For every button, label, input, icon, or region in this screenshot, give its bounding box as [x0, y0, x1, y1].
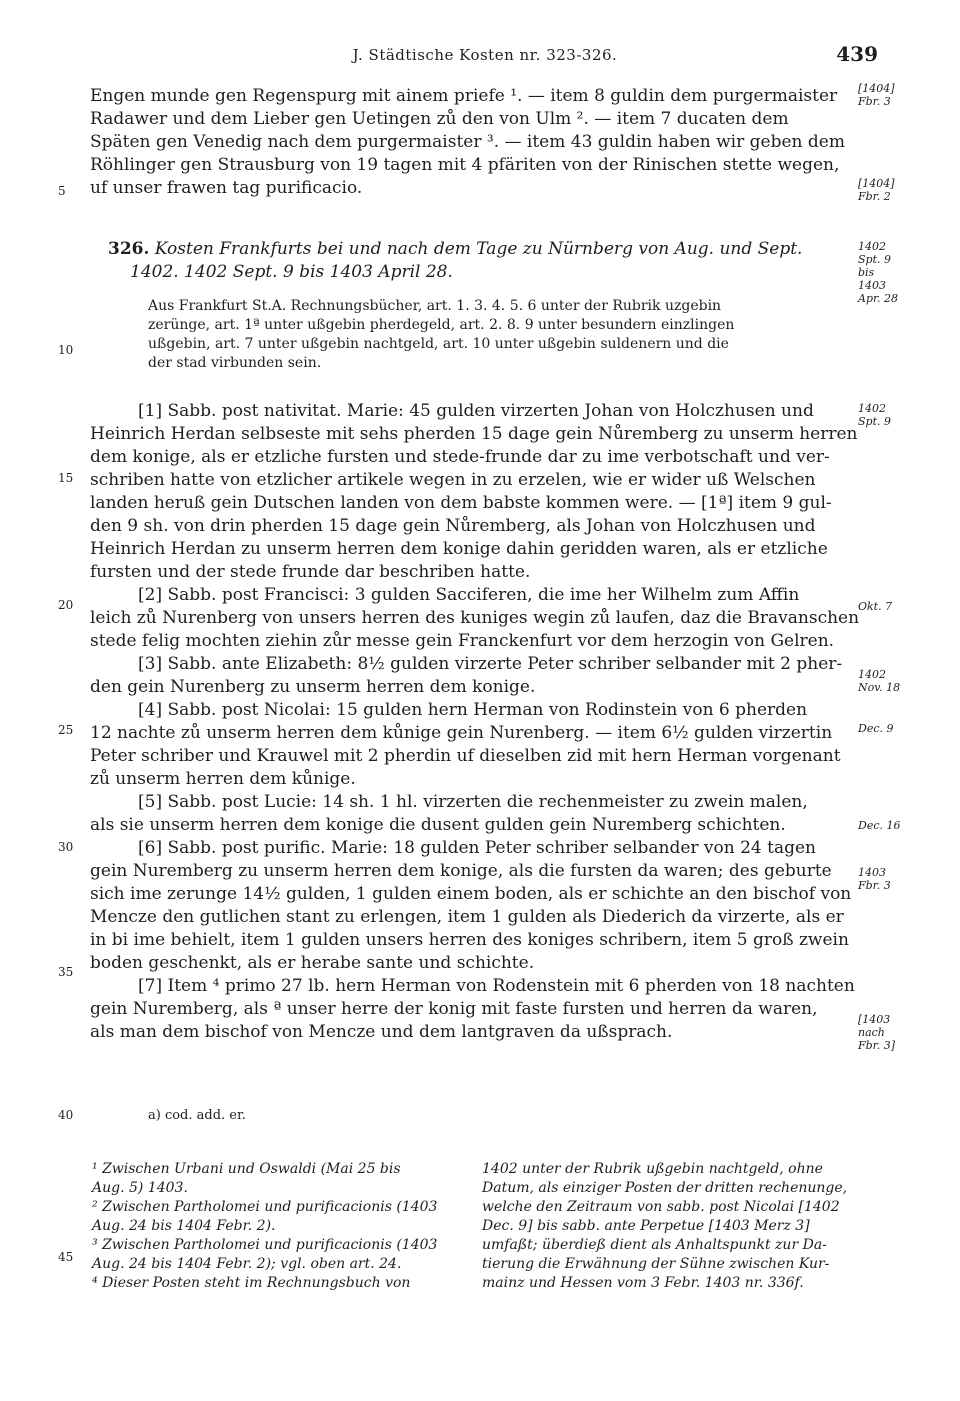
footnote-line: Datum, als einziger Posten der dritten rechenunge,	[482, 1180, 848, 1196]
line-number: 5	[58, 184, 66, 198]
text-line: in bi ime behielt, item 1 gulden unsers herren des koniges schribern, item 5 groß zwein	[90, 930, 849, 950]
text-line: [3] Sabb. ante Elizabeth: 8½ gulden virzerte Peter schriber selbander mit 2 pher-	[138, 654, 843, 674]
margin-date: [1403 nach Fbr. 3]	[858, 1013, 896, 1052]
running-title: J. Städtische Kosten nr. 323-326.	[352, 46, 618, 64]
text-line: landen heruß gein Dutschen landen von dem babste kommen were. — [1ª] item 9 gul-	[90, 493, 832, 513]
text-line: [7] Item ⁴ primo 27 lb. hern Herman von Rodenstein mit 6 pherden von 18 nachten	[138, 976, 855, 996]
margin-date: 1402 Spt. 9	[858, 402, 891, 428]
footnotes-right-column	[482, 1160, 852, 1293]
footnote-line: Aug. 24 bis 1404 Febr. 2).	[92, 1218, 276, 1234]
text-line: schriben hatte von etzlicher artikele wegen in zu erzelen, wie er wider uß Welschen	[90, 470, 816, 490]
page-number: 439	[836, 42, 878, 66]
text-line: den gein Nurenberg zu unserm herren dem konige.	[90, 677, 536, 697]
section-title-line-2: 1402. 1402 Sept. 9 bis 1403 April 28.	[130, 262, 453, 282]
margin-date: 1403 Fbr. 3	[858, 866, 891, 892]
intro-text	[90, 85, 850, 200]
text-line: 12 nachte zů unserm herren dem kůnige gein Nurenberg. — item 6½ gulden virzertin	[90, 723, 833, 743]
footnote-line: 1402 unter der Rubrik ußgebin nachtgeld, ohne	[482, 1161, 823, 1177]
text-line: Späten gen Venedig nach dem purgermaister ³. — item 43 guldin haben wir geben dem	[90, 132, 845, 152]
text-line: Peter schriber und Krauwel mit 2 pherdin uf dieselben zid mit hern Herman vorgenant	[90, 746, 841, 766]
text-line: leich zů Nurenberg von unsers herren des kuniges wegin zů laufen, daz die Bravanschen	[90, 608, 860, 628]
text-line: zů unserm herren dem kůnige.	[90, 769, 356, 789]
margin-date: [1404] Fbr. 2	[858, 177, 895, 203]
text-line: Radawer und dem Lieber gen Uetingen zů den von Ulm ². — item 7 ducaten dem	[90, 109, 789, 129]
footnote-line: tierung die Erwähnung der Sühne zwischen Kur-	[482, 1256, 830, 1272]
line-number: 40	[58, 1108, 74, 1122]
footnote-line: Dec. 9] bis sabb. ante Perpetue [1403 Merz 3]	[482, 1218, 810, 1234]
section-number: 326.	[108, 239, 150, 259]
text-line: boden geschenkt, als er herabe sante und schichte.	[90, 953, 535, 973]
text-line: gein Nuremberg zu unserm herren dem konige, als die fursten da waren; des geburte	[90, 861, 832, 881]
margin-date: Dec. 9	[858, 722, 894, 735]
line-number: 45	[58, 1250, 74, 1264]
footnote-line: Aug. 24 bis 1404 Febr. 2); vgl. oben art. 24.	[92, 1256, 402, 1272]
page-header	[90, 40, 880, 70]
margin-date: Okt. 7	[858, 600, 893, 613]
footnote-line: welche den Zeitraum von sabb. post Nicolai [1402	[482, 1199, 840, 1215]
footnote-line: ³ Zwischen Partholomei und purificacionis (1403	[92, 1237, 438, 1253]
text-line: [2] Sabb. post Francisci: 3 gulden Sacciferen, die ime her Wilhelm zum Affin	[138, 585, 800, 605]
text-line: fursten und der stede frunde dar beschriben hatte.	[90, 562, 531, 582]
text-line: dem konige, als er etzliche fursten und stede-frunde dar zu ime verbotschaft und ver-	[90, 447, 830, 467]
line-number: 10	[58, 343, 74, 357]
text-line: [4] Sabb. post Nicolai: 15 gulden hern Herman von Rodinstein von 6 pherden	[138, 700, 808, 720]
text-line: Heinrich Herdan zu unserm herren dem konige dahin geridden waren, als er etzliche	[90, 539, 828, 559]
footnote-line: Aug. 5) 1403.	[92, 1180, 188, 1196]
text-line: als sie unserm herren dem konige die dusent gulden gein Nuremberg schichten.	[90, 815, 786, 835]
line-number: 35	[58, 965, 74, 979]
margin-date: 1402 Spt. 9 bis 1403 Apr. 28	[858, 240, 899, 305]
line-number: 15	[58, 471, 74, 485]
footnote-line: ² Zwischen Partholomei und purificacionis (1403	[92, 1199, 438, 1215]
margin-date: Dec. 16	[858, 819, 901, 832]
text-line: uf unser frawen tag purificacio.	[90, 178, 363, 198]
text-line: den 9 sh. von drin pherden 15 dage gein Nůremberg, als Johan von Holczhusen und	[90, 516, 816, 536]
text-line: als man dem bischof von Mencze und dem lantgraven da ußsprach.	[90, 1022, 673, 1042]
line-number: 25	[58, 723, 74, 737]
source-line: ußgebin, art. 7 unter ußgebin nachtgeld, art. 10 unter ußgebin suldenern und die	[148, 336, 729, 352]
text-line: gein Nuremberg, als ª unser herre der konig mit faste fursten und herren da waren,	[90, 999, 818, 1019]
footnote-line: mainz und Hessen vom 3 Febr. 1403 nr. 336f.	[482, 1275, 804, 1291]
source-note	[148, 297, 848, 373]
footnote-line: ⁴ Dieser Posten steht im Rechnungsbuch von	[92, 1275, 411, 1291]
text-line: Heinrich Herdan selbseste mit sehs pherden 15 dage gein Nůremberg zu unserm herren	[90, 424, 858, 444]
section-title-line-1: Kosten Frankfurts bei und nach dem Tage zu Nürnberg von Aug. und Sept.	[154, 239, 803, 259]
text-line: stede felig mochten ziehin zůr messe gein Franckenfurt vor dem herzogin von Gelren.	[90, 631, 835, 651]
text-line: Mencze den gutlichen stant zu erlengen, item 1 gulden als Diederich da virzerte, als er	[90, 907, 844, 927]
text-line: Engen munde gen Regenspurg mit ainem priefe ¹. — item 8 guldin dem purgermaister	[90, 86, 838, 106]
text-line: sich ime zerunge 14½ gulden, 1 gulden einem boden, als er schichte an den bischof von	[90, 884, 852, 904]
margin-date: [1404] Fbr. 3	[858, 82, 895, 108]
source-line: zerünge, art. 1ª unter ußgebin pherdegeld, art. 2. 8. 9 unter besundern einzlingen	[148, 317, 735, 333]
footnote-line: ¹ Zwischen Urbani und Oswaldi (Mai 25 bis	[92, 1161, 401, 1177]
critical-note: a) cod. add. er.	[148, 1108, 246, 1123]
text-line: Röhlinger gen Strausburg von 19 tagen mit 4 pfäriten von der Rinischen stette wegen,	[90, 155, 840, 175]
article-text	[90, 400, 860, 1044]
line-number: 30	[58, 840, 74, 854]
text-line: [6] Sabb. post purific. Marie: 18 gulden Peter schriber selbander von 24 tagen	[138, 838, 817, 858]
text-line: [5] Sabb. post Lucie: 14 sh. 1 hl. virzerten die rechenmeister zu zwein malen,	[138, 792, 808, 812]
section-heading	[108, 238, 848, 284]
margin-date: 1402 Nov. 18	[858, 668, 901, 694]
source-line: Aus Frankfurt St.A. Rechnungsbücher, art. 1. 3. 4. 5. 6 unter der Rubrik uzgebin	[148, 298, 722, 314]
text-line: [1] Sabb. post nativitat. Marie: 45 gulden virzerten Johan von Holczhusen und	[138, 401, 814, 421]
line-number: 20	[58, 598, 74, 612]
footnote-line: umfaßt; überdieß dient als Anhaltspunkt zur Da-	[482, 1237, 827, 1253]
source-line: der stad virbunden sein.	[148, 355, 322, 371]
footnotes-left-column	[92, 1160, 462, 1293]
